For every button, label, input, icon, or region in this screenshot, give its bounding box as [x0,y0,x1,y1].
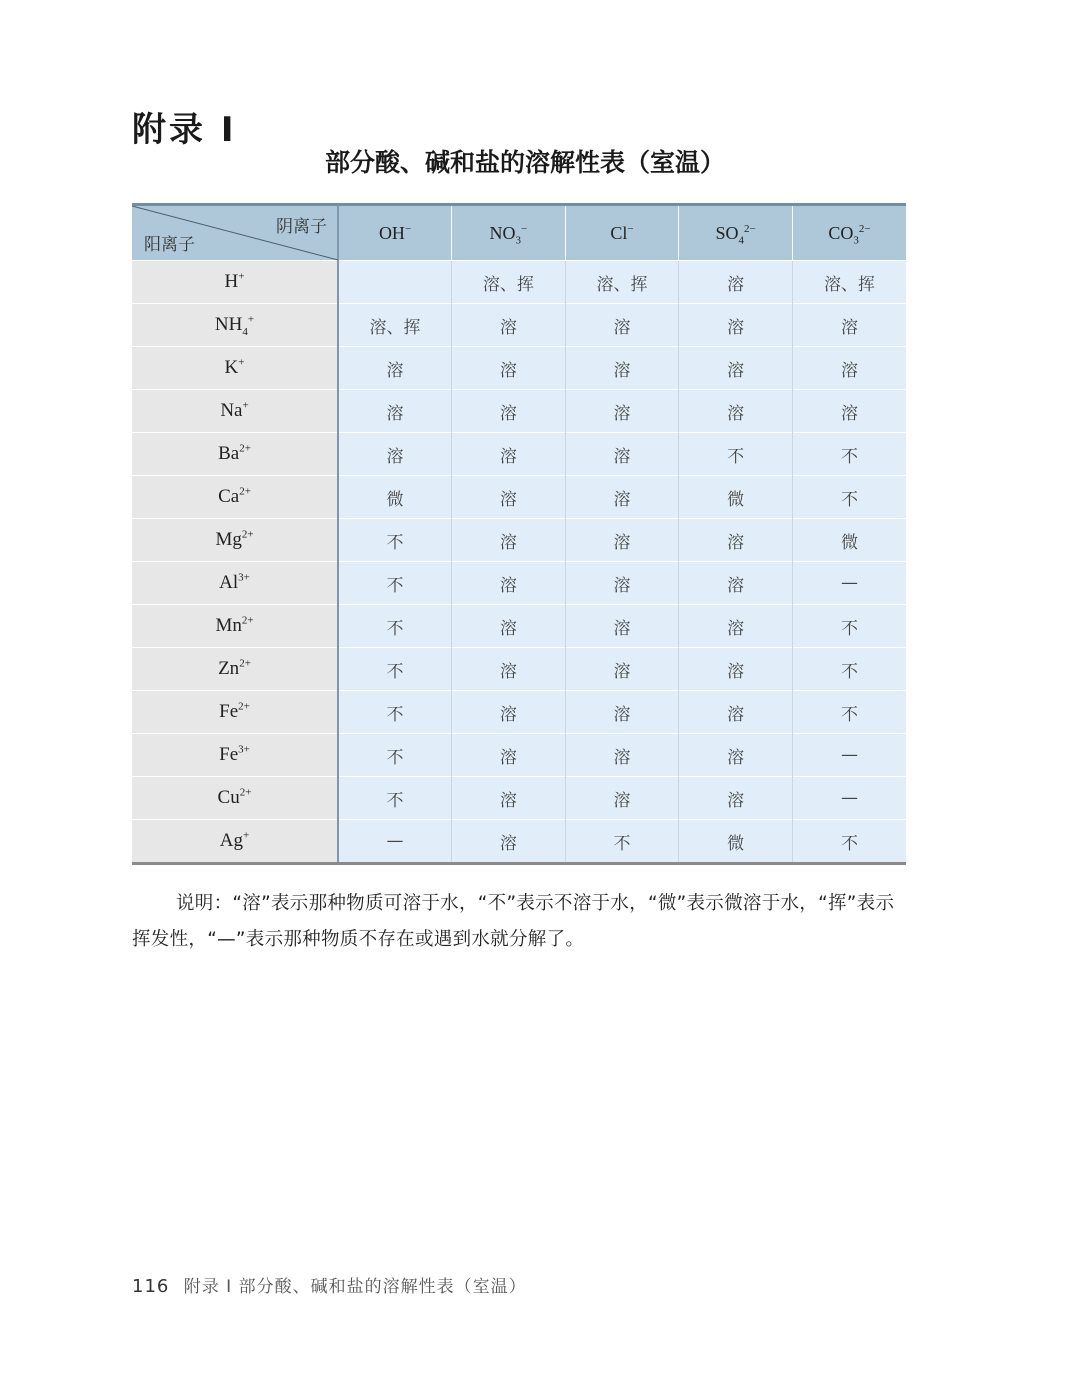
ion-charge: 2− [858,222,871,235]
ion-symbol: Cl [610,222,628,243]
ion-symbol: Zn [218,658,240,679]
ion-subscript: 3 [853,234,859,247]
solubility-cell: 溶 [452,433,566,476]
cation-cell [132,304,338,347]
solubility-cell: 溶 [679,390,793,433]
solubility-cell: 溶、挥 [792,261,906,304]
table-row [132,476,906,519]
solubility-cell: 微 [679,820,793,864]
cation-cell [132,347,338,390]
cation-cell [132,433,338,476]
solubility-cell: 溶 [565,476,679,519]
solubility-cell: 溶 [565,390,679,433]
solubility-cell: 溶 [565,433,679,476]
table-row [132,347,906,390]
cation-label [219,572,250,593]
solubility-cell: 不 [792,820,906,864]
table-title: 部分酸、碱和盐的溶解性表（室温） [324,148,725,177]
cation-label [218,658,251,679]
solubility-cell: 溶 [338,390,452,433]
solubility-cell: 溶 [679,734,793,777]
ion-charge: 2+ [241,614,254,627]
ion-charge: 2+ [239,786,252,799]
solubility-cell: 不 [679,433,793,476]
table-row [132,562,906,605]
cation-label [219,744,250,765]
solubility-cell: 溶 [565,777,679,820]
solubility-cell: — [792,734,906,777]
cation-label [218,787,252,808]
solubility-cell: 溶 [338,347,452,390]
cation-label [219,701,250,722]
ion-charge: − [404,222,412,235]
solubility-cell: 溶 [565,648,679,691]
solubility-cell: 微 [679,476,793,519]
anion-header-cell [338,205,452,261]
table-body [132,261,906,864]
solubility-cell: 溶 [338,433,452,476]
solubility-cell: 不 [338,519,452,562]
anion-label [489,222,528,247]
ion-charge: 2− [743,222,756,235]
ion-symbol: Fe [219,744,239,765]
cation-cell [132,476,338,519]
page-footer [132,1272,527,1297]
solubility-cell: 溶、挥 [565,261,679,304]
solubility-cell: — [792,777,906,820]
cation-cell [132,562,338,605]
ion-charge: 3+ [238,571,250,584]
solubility-cell: 不 [792,691,906,734]
cation-label [225,271,245,292]
solubility-cell: 不 [565,820,679,864]
cation-cell [132,734,338,777]
solubility-cell: 溶 [452,820,566,864]
ion-symbol: Mg [215,529,242,550]
solubility-cell: 不 [792,648,906,691]
table-note: 说明：“溶”表示那种物质可溶于水，“不”表示不溶于水，“微”表示微溶于水，“挥”表示挥发性，“—”表示那种物质不存在或遇到水就分解了。 [132,893,895,950]
solubility-cell: 不 [792,476,906,519]
table-row [132,605,906,648]
appendix-title: 附录 I [132,110,237,150]
table-row [132,390,906,433]
cation-label [215,529,253,550]
table-row [132,777,906,820]
solubility-cell: 溶 [452,476,566,519]
corner-cation-label: 阳离子 [144,235,195,255]
anion-label [610,223,633,243]
solubility-cell: 不 [792,433,906,476]
ion-charge: − [521,222,528,235]
solubility-cell: 溶 [565,519,679,562]
cation-label [220,830,249,851]
table-row [132,820,906,864]
ion-subscript: 4 [738,234,744,247]
solubility-cell: — [792,562,906,605]
solubility-cell: 溶 [452,562,566,605]
solubility-cell: 溶 [452,691,566,734]
solubility-cell: 溶 [792,390,906,433]
ion-symbol: Ag [219,830,243,851]
table-row [132,261,906,304]
solubility-cell: 溶 [565,562,679,605]
solubility-cell: 溶 [565,304,679,347]
solubility-cell: 溶 [565,605,679,648]
anion-header-cell [452,205,566,261]
anion-label [828,222,871,247]
solubility-cell: 溶 [679,519,793,562]
ion-symbol: CO [828,222,854,243]
cation-cell [132,691,338,734]
solubility-cell: 溶 [792,347,906,390]
solubility-cell: 溶 [679,347,793,390]
cation-label [220,400,248,421]
solubility-cell: 溶 [565,691,679,734]
solubility-cell: 溶 [565,734,679,777]
ion-symbol: Cu [217,787,240,808]
solubility-cell: 溶 [679,777,793,820]
ion-symbol: OH [378,222,405,243]
ion-charge: 2+ [238,700,250,713]
ion-symbol: K [224,357,239,378]
table-row [132,433,906,476]
cation-cell [132,605,338,648]
cation-cell [132,777,338,820]
cation-label [218,486,251,507]
solubility-cell: 不 [338,648,452,691]
cation-cell [132,519,338,562]
table-row [132,519,906,562]
corner-anion-label: 阴离子 [276,217,327,237]
cation-cell [132,390,338,433]
ion-charge: + [243,829,250,842]
solubility-cell: 溶 [452,519,566,562]
solubility-cell: 溶 [679,261,793,304]
table-row [132,304,906,347]
solubility-cell: 溶 [792,304,906,347]
anion-header-cell [792,205,906,261]
page-number: 116 [132,1276,170,1297]
solubility-cell: 溶 [679,691,793,734]
solubility-cell: 溶 [452,777,566,820]
running-title: 附录 I 部分酸、碱和盐的溶解性表（室温） [183,1277,527,1297]
ion-symbol: Na [220,400,243,421]
solubility-cell: 不 [338,734,452,777]
solubility-cell: 溶 [452,347,566,390]
cation-label [214,313,255,338]
ion-subscript: 4 [242,325,248,338]
solubility-cell: 不 [338,562,452,605]
anion-header-cell [679,205,793,261]
ion-charge: + [238,270,245,283]
solubility-cell: 溶 [679,562,793,605]
table-row [132,691,906,734]
solubility-cell: 溶 [452,304,566,347]
cation-cell [132,261,338,304]
anion-label [715,222,756,247]
table-row [132,734,906,777]
table-row [132,648,906,691]
solubility-cell: 微 [792,519,906,562]
anion-label [379,223,411,243]
ion-symbol: SO [715,222,739,243]
solubility-cell: 溶 [565,347,679,390]
ion-symbol: NO [489,222,516,243]
cation-cell [132,648,338,691]
ion-subscript: 3 [515,234,522,247]
ion-charge: + [247,313,255,326]
solubility-cell: 溶 [452,390,566,433]
solubility-cell: 微 [338,476,452,519]
solubility-cell: 不 [338,777,452,820]
solubility-cell: 溶、挥 [452,261,566,304]
ion-charge: + [238,356,245,369]
table-corner-cell [132,205,338,261]
ion-charge: + [242,399,249,412]
ion-charge: 2+ [239,657,251,670]
solubility-cell: 溶、挥 [338,304,452,347]
solubility-table [132,203,906,865]
solubility-cell: — [338,820,452,864]
solubility-cell: 溶 [679,605,793,648]
cation-cell [132,820,338,864]
anion-header-cell [565,205,679,261]
solubility-cell: 不 [792,605,906,648]
solubility-cell: 溶 [452,648,566,691]
ion-charge: 3+ [238,743,250,756]
ion-symbol: Ca [218,486,240,507]
solubility-cell: 不 [338,605,452,648]
solubility-cell: 溶 [679,648,793,691]
solubility-cell: 溶 [679,304,793,347]
ion-charge: 2+ [241,528,254,541]
solubility-cell: 溶 [452,605,566,648]
ion-symbol: H [224,271,239,292]
table-header-row [132,205,906,261]
cation-label [218,443,251,464]
solubility-cell [338,261,452,304]
cation-label [215,615,253,636]
ion-symbol: Mn [215,615,242,636]
cation-label [225,357,245,378]
ion-charge: 2+ [239,485,251,498]
solubility-cell: 溶 [452,734,566,777]
ion-charge: 2+ [239,442,251,455]
solubility-cell: 不 [338,691,452,734]
ion-charge: − [627,222,634,235]
ion-symbol: NH [214,314,243,335]
ion-symbol: Ba [218,443,240,464]
ion-symbol: Al [219,572,239,593]
ion-symbol: Fe [219,701,239,722]
